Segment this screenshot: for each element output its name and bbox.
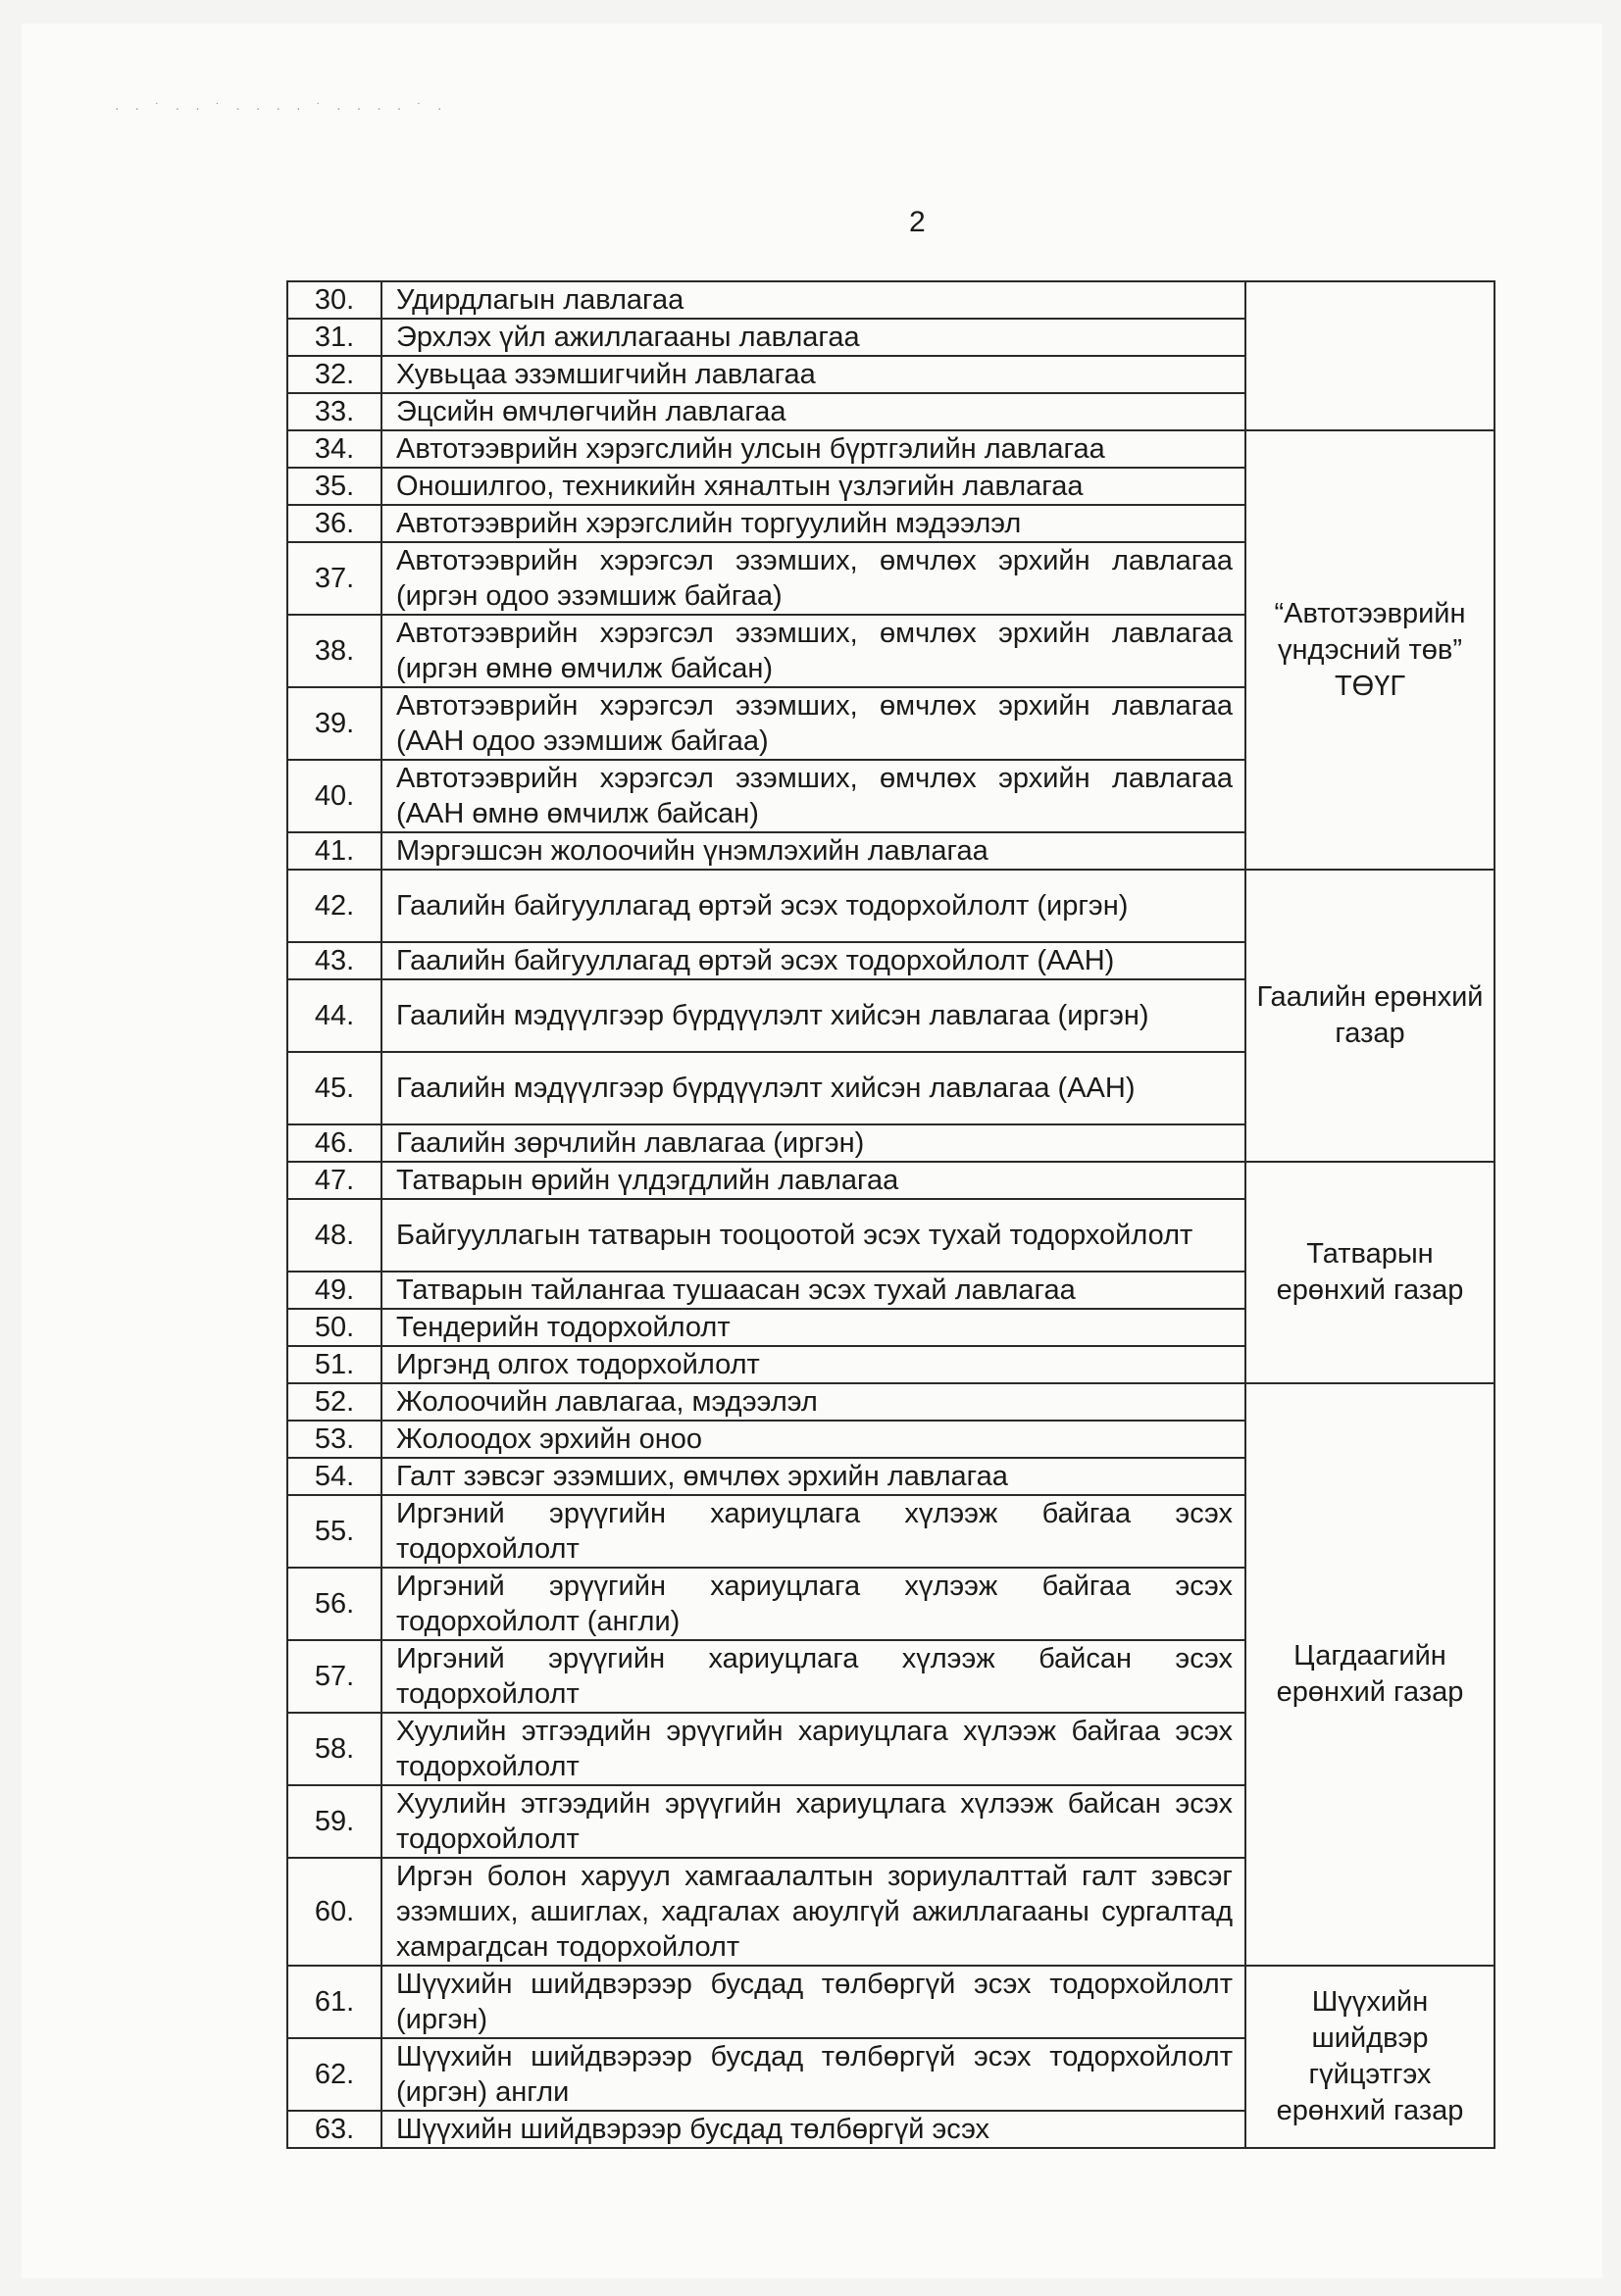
row-description: Татварын өрийн үлдэгдлийн лавлагаа [381, 1162, 1245, 1199]
table-row [287, 281, 1494, 319]
table-row [287, 1162, 1494, 1199]
row-number: 30. [287, 281, 381, 319]
row-number: 62. [287, 2038, 381, 2111]
row-description: Гаалийн мэдүүлгээр бүрдүүлэлт хийсэн лавлагаа (иргэн) [381, 979, 1245, 1052]
row-number: 58. [287, 1713, 381, 1785]
row-number: 47. [287, 1162, 381, 1199]
row-number: 32. [287, 356, 381, 393]
table-row [287, 430, 1494, 468]
row-description: Хувьцаа эзэмшигчийн лавлагаа [381, 356, 1245, 393]
row-number: 31. [287, 319, 381, 356]
row-number: 51. [287, 1346, 381, 1383]
row-number: 63. [287, 2111, 381, 2148]
row-description: Хуулийн этгээдийн эрүүгийн хариуцлага хүлээж байсан эсэх тодорхойлолт [381, 1785, 1245, 1858]
row-description: Шүүхийн шийдвэрээр бусдад төлбөргүй эсэх [381, 2111, 1245, 2148]
row-description: Автотээврийн хэрэгсэл эзэмших, өмчлөх эрхийн лавлагаа (ААН одоо эзэмшиж байгаа) [381, 687, 1245, 760]
table-row [287, 1966, 1494, 2038]
row-description: Иргэний эрүүгийн хариуцлага хүлээж байгаа эсэх тодорхойлолт [381, 1495, 1245, 1568]
row-number: 46. [287, 1124, 381, 1162]
row-description: Жолоочийн лавлагаа, мэдээлэл [381, 1383, 1245, 1421]
row-number: 45. [287, 1052, 381, 1124]
row-number: 55. [287, 1495, 381, 1568]
row-number: 42. [287, 870, 381, 942]
organization-cell: Цагдаагийн ерөнхий газар [1245, 1383, 1494, 1966]
row-description: Гаалийн байгууллагад өртэй эсэх тодорхойлолт (ААН) [381, 942, 1245, 979]
row-description: Хуулийн этгээдийн эрүүгийн хариуцлага хүлээж байгаа эсэх тодорхойлолт [381, 1713, 1245, 1785]
row-description: Эрхлэх үйл ажиллагааны лавлагаа [381, 319, 1245, 356]
row-description: Байгууллагын татварын тооцоотой эсэх тухай тодорхойлолт [381, 1199, 1245, 1272]
row-number: 53. [287, 1421, 381, 1458]
row-number: 40. [287, 760, 381, 832]
row-number: 39. [287, 687, 381, 760]
row-number: 50. [287, 1309, 381, 1346]
row-description: Иргэний эрүүгийн хариуцлага хүлээж байгаа эсэх тодорхойлолт (англи) [381, 1568, 1245, 1640]
row-number: 35. [287, 468, 381, 505]
row-description: Эцсийн өмчлөгчийн лавлагаа [381, 393, 1245, 430]
row-description: Мэргэшсэн жолоочийн үнэмлэхийн лавлагаа [381, 832, 1245, 870]
row-description: Автотээврийн хэрэгсэл эзэмших, өмчлөх эрхийн лавлагаа (ААН өмнө өмчилж байсан) [381, 760, 1245, 832]
row-number: 59. [287, 1785, 381, 1858]
row-number: 36. [287, 505, 381, 542]
organization-cell: Татварын ерөнхий газар [1245, 1162, 1494, 1383]
scan-artifact: · · ˙ · · ˙ · · · · ˙ · · · · ˙ · [115, 100, 448, 116]
row-number: 61. [287, 1966, 381, 2038]
row-description: Иргэнд олгох тодорхойлолт [381, 1346, 1245, 1383]
row-description: Гаалийн байгууллагад өртэй эсэх тодорхойлолт (иргэн) [381, 870, 1245, 942]
organization-cell: Шүүхийн шийдвэр гүйцэтгэх ерөнхий газар [1245, 1966, 1494, 2148]
row-number: 52. [287, 1383, 381, 1421]
page-number: 2 [909, 206, 926, 238]
row-description: Тендерийн тодорхойлолт [381, 1309, 1245, 1346]
row-number: 60. [287, 1858, 381, 1966]
row-description: Гаалийн зөрчлийн лавлагаа (иргэн) [381, 1124, 1245, 1162]
row-description: Шүүхийн шийдвэрээр бусдад төлбөргүй эсэх тодорхойлолт (иргэн) [381, 1966, 1245, 2038]
row-description: Иргэн болон харуул хамгаалалтын зориулалттай галт зэвсэг эзэмших, ашиглах, хадгалах аюулгүй ажиллагааны сургалтад хамрагдсан тодорхойлолт [381, 1858, 1245, 1966]
row-description: Автотээврийн хэрэгсэл эзэмших, өмчлөх эрхийн лавлагаа (иргэн өмнө өмчилж байсан) [381, 615, 1245, 687]
row-number: 44. [287, 979, 381, 1052]
row-description: Татварын тайлангаа тушаасан эсэх тухай лавлагаа [381, 1272, 1245, 1309]
organization-cell: “Автотээврийн үндэсний төв” ТӨҮГ [1245, 430, 1494, 870]
organization-cell: Гаалийн ерөнхий газар [1245, 870, 1494, 1162]
row-description: Удирдлагын лавлагаа [381, 281, 1245, 319]
row-description: Гаалийн мэдүүлгээр бүрдүүлэлт хийсэн лавлагаа (ААН) [381, 1052, 1245, 1124]
row-number: 56. [287, 1568, 381, 1640]
row-number: 57. [287, 1640, 381, 1713]
row-number: 34. [287, 430, 381, 468]
table-row [287, 870, 1494, 942]
row-number: 38. [287, 615, 381, 687]
row-description: Автотээврийн хэрэгслийн улсын бүртгэлийн лавлагаа [381, 430, 1245, 468]
row-description: Шүүхийн шийдвэрээр бусдад төлбөргүй эсэх тодорхойлолт (иргэн) англи [381, 2038, 1245, 2111]
row-description: Оношилгоо, техникийн хяналтын үзлэгийн лавлагаа [381, 468, 1245, 505]
row-description: Галт зэвсэг эзэмших, өмчлөх эрхийн лавлагаа [381, 1458, 1245, 1495]
table-row [287, 1383, 1494, 1421]
row-description: Автотээврийн хэрэгсэл эзэмших, өмчлөх эрхийн лавлагаа (иргэн одоо эзэмшиж байгаа) [381, 542, 1245, 615]
row-number: 41. [287, 832, 381, 870]
row-number: 49. [287, 1272, 381, 1309]
row-number: 54. [287, 1458, 381, 1495]
row-description: Жолоодох эрхийн оноо [381, 1421, 1245, 1458]
row-number: 33. [287, 393, 381, 430]
row-number: 37. [287, 542, 381, 615]
organization-cell [1245, 281, 1494, 430]
services-table [286, 280, 1495, 2149]
row-description: Автотээврийн хэрэгслийн торгуулийн мэдээлэл [381, 505, 1245, 542]
row-number: 48. [287, 1199, 381, 1272]
row-description: Иргэний эрүүгийн хариуцлага хүлээж байсан эсэх тодорхойлолт [381, 1640, 1245, 1713]
row-number: 43. [287, 942, 381, 979]
